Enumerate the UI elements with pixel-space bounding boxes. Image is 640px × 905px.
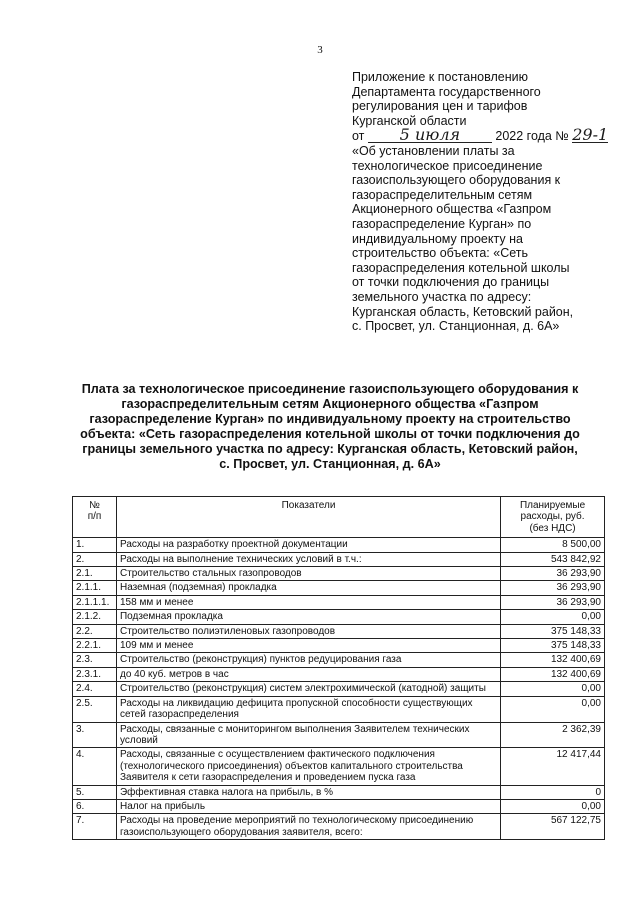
row-name: Эффективная ставка налога на прибыль, в % bbox=[116, 785, 500, 799]
subject-line: строительство объекта: «Сеть bbox=[352, 246, 528, 261]
table-row bbox=[73, 785, 605, 799]
subject-line: с. Просвет, ул. Станционная, д. 6А» bbox=[352, 319, 560, 334]
row-name: Строительство стальных газопроводов bbox=[116, 567, 500, 581]
row-num: 2.2. bbox=[73, 624, 117, 638]
subject-line: земельного участка по адресу: bbox=[352, 289, 532, 304]
row-name: Расходы на проведение мероприятий по технологическому присоединению газоиспользующего оборудования заявителя, всего: bbox=[116, 814, 500, 840]
table-header-row bbox=[73, 497, 605, 538]
row-name: Строительство (реконструкция) систем электрохимической (катодной) защиты bbox=[116, 682, 500, 696]
subject-line: газоиспользующего оборудования к bbox=[352, 173, 561, 188]
table-row bbox=[73, 567, 605, 581]
appendix-line: Департамента государственного bbox=[352, 84, 541, 99]
row-value: 0,00 bbox=[501, 682, 605, 696]
header-value-line: расходы, руб. bbox=[520, 511, 585, 523]
row-name: Наземная (подземная) прокладка bbox=[116, 581, 500, 595]
table-row bbox=[73, 799, 605, 813]
row-name: до 40 куб. метров в час bbox=[116, 667, 500, 681]
row-num: 2.1. bbox=[73, 567, 117, 581]
appendix-line: Приложение к постановлению bbox=[352, 70, 528, 84]
row-num: 2.4. bbox=[73, 682, 117, 696]
title-line: границы земельного участка по адресу: Курганская область, Кетовский район, bbox=[82, 442, 578, 456]
appendix-line: Курганской области bbox=[352, 113, 467, 128]
title-line: Плата за технологическое присоединение газоиспользующего оборудования к bbox=[81, 382, 579, 396]
row-num: 2. bbox=[73, 552, 117, 566]
row-name: Подземная прокладка bbox=[116, 610, 500, 624]
row-name: Налог на прибыль bbox=[116, 799, 500, 813]
row-num: 1. bbox=[73, 538, 117, 552]
year-text: 2022 года № bbox=[495, 129, 569, 144]
row-num: 7. bbox=[73, 814, 117, 840]
handwritten-number: 29-1 bbox=[572, 125, 609, 145]
row-num: 2.5. bbox=[73, 696, 117, 722]
row-name: Расходы на выполнение технических условий в т.ч.: bbox=[116, 552, 500, 566]
row-value: 0 bbox=[501, 785, 605, 799]
appendix-line: регулирования цен и тарифов bbox=[352, 99, 528, 114]
table-row bbox=[73, 696, 605, 722]
table-row bbox=[73, 814, 605, 840]
subject-line: Курганская область, Кетовский район, bbox=[352, 304, 574, 319]
table-row bbox=[73, 624, 605, 638]
row-value: 0,00 bbox=[501, 799, 605, 813]
table-row bbox=[73, 748, 605, 785]
row-value: 0,00 bbox=[501, 696, 605, 722]
row-name: Расходы на разработку проектной документации bbox=[116, 538, 500, 552]
subject-line: технологическое присоединение bbox=[352, 158, 543, 173]
subject-line: газораспределение Курган» по bbox=[352, 216, 532, 231]
table-row bbox=[73, 722, 605, 748]
row-name: Расходы, связанные с осуществлением фактического подключения (технологического присоединения) объектов капитального строительства Заявителя к сети газораспределения и проведением пуска газа bbox=[116, 748, 500, 785]
subject-line: «Об установлении платы за bbox=[352, 143, 515, 158]
row-value: 132 400,69 bbox=[501, 667, 605, 681]
row-name: 109 мм и менее bbox=[116, 639, 500, 653]
row-value: 567 122,75 bbox=[501, 814, 605, 840]
table-row bbox=[73, 653, 605, 667]
table-row bbox=[73, 639, 605, 653]
row-value: 36 293,90 bbox=[501, 581, 605, 595]
row-num: 2.3.1. bbox=[73, 667, 117, 681]
document-title bbox=[70, 382, 590, 472]
row-value: 12 417,44 bbox=[501, 748, 605, 785]
header-name: Показатели bbox=[116, 497, 500, 538]
header-num-line: № bbox=[89, 500, 100, 511]
table-row bbox=[73, 595, 605, 609]
title-line: объекта: «Сеть газораспределения котельной школы от точки подключения до bbox=[80, 427, 580, 441]
row-num: 2.1.1. bbox=[73, 581, 117, 595]
row-num: 6. bbox=[73, 799, 117, 813]
row-value: 543 842,92 bbox=[501, 552, 605, 566]
row-num: 4. bbox=[73, 748, 117, 785]
row-num: 2.1.1.1. bbox=[73, 595, 117, 609]
row-num: 2.1.2. bbox=[73, 610, 117, 624]
table-row bbox=[73, 667, 605, 681]
subject-line: от точки подключения до границы bbox=[352, 275, 550, 290]
header-num bbox=[73, 497, 117, 538]
appendix-block bbox=[352, 70, 609, 334]
row-value: 2 362,39 bbox=[501, 722, 605, 748]
row-name: Расходы, связанные с мониторингом выполнения Заявителем технических условий bbox=[116, 722, 500, 748]
table-row bbox=[73, 538, 605, 552]
table-row bbox=[73, 610, 605, 624]
row-value: 375 148,33 bbox=[501, 624, 605, 638]
row-num: 2.3. bbox=[73, 653, 117, 667]
page-number: 3 bbox=[317, 44, 323, 56]
table-row bbox=[73, 581, 605, 595]
row-value: 0,00 bbox=[501, 610, 605, 624]
expenses-table bbox=[72, 496, 605, 840]
subject-line: газораспределительным сетям bbox=[352, 187, 533, 202]
table-row bbox=[73, 682, 605, 696]
date-prefix: от bbox=[352, 129, 365, 144]
row-name: Строительство полиэтиленовых газопроводов bbox=[116, 624, 500, 638]
row-value: 36 293,90 bbox=[501, 595, 605, 609]
row-value: 375 148,33 bbox=[501, 639, 605, 653]
subject-line: индивидуальному проекту на bbox=[352, 231, 523, 246]
row-value: 8 500,00 bbox=[501, 538, 605, 552]
subject-line: газораспределения котельной школы bbox=[352, 260, 570, 275]
row-value: 36 293,90 bbox=[501, 567, 605, 581]
handwritten-date: 5 июля bbox=[368, 128, 492, 143]
row-num: 2.2.1. bbox=[73, 639, 117, 653]
table-row bbox=[73, 552, 605, 566]
header-num-line: п/п bbox=[87, 511, 102, 523]
header-value-line: (без НДС) bbox=[529, 522, 576, 534]
title-line: газораспределение Курган» по индивидуальному проекту на строительство bbox=[89, 412, 571, 426]
row-value: 132 400,69 bbox=[501, 653, 605, 667]
date-line bbox=[352, 125, 609, 145]
row-name: Расходы на ликвидацию дефицита пропускной способности существующих сетей газораспределения bbox=[116, 696, 500, 722]
header-value bbox=[501, 497, 605, 538]
title-line: газораспределительным сетям Акционерного общества «Газпром bbox=[121, 397, 539, 411]
row-name: Строительство (реконструкция) пунктов редуцирования газа bbox=[116, 653, 500, 667]
row-name: 158 мм и менее bbox=[116, 595, 500, 609]
subject-line: Акционерного общества «Газпром bbox=[352, 202, 552, 217]
row-num: 3. bbox=[73, 722, 117, 748]
header-value-line: Планируемые bbox=[519, 500, 586, 511]
title-line: с. Просвет, ул. Станционная, д. 6А» bbox=[219, 457, 441, 471]
row-num: 5. bbox=[73, 785, 117, 799]
